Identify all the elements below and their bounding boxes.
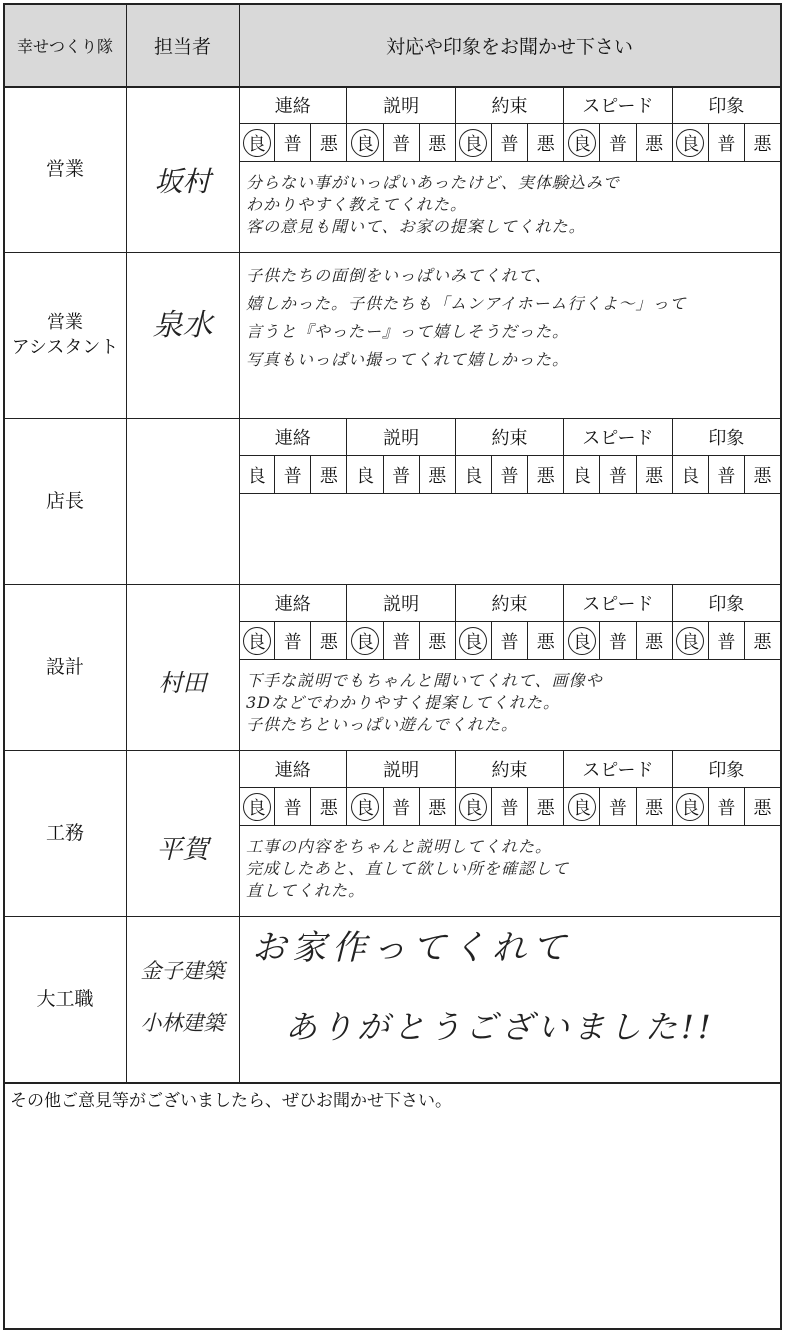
category-label: 連絡 xyxy=(239,750,347,787)
table-rule xyxy=(3,252,782,253)
rating-option-good[interactable]: 良 xyxy=(564,124,600,161)
rating-option-good[interactable]: 良 xyxy=(456,456,492,493)
comment-daiku-1: お家作ってくれて xyxy=(252,928,572,968)
rating-option-bad[interactable]: 悪 xyxy=(528,788,564,825)
category-label: 印象 xyxy=(708,95,745,117)
rating-option-average[interactable]: 普 xyxy=(709,622,745,659)
rating-option-average[interactable]: 普 xyxy=(492,456,528,493)
row-label-koumu: 工務 xyxy=(45,821,84,844)
table-rule xyxy=(126,3,127,1083)
rating-option-average[interactable]: 普 xyxy=(384,124,420,161)
rating-option-good[interactable]: 良 xyxy=(239,456,275,493)
table-rule xyxy=(780,3,782,1330)
rating-option-good[interactable]: 良 xyxy=(564,456,600,493)
footer-prompt: その他ご意見等がございましたら、ぜひお聞かせ下さい。 xyxy=(10,1091,452,1111)
rating-option-bad[interactable]: 悪 xyxy=(753,133,772,155)
rating-option-average[interactable]: 普 xyxy=(275,622,311,659)
comment-eigyo: 分らない事がいっぱいあったけど、実体験込みで わかりやすく教えてくれた。 客の意見も聞いて、お家の提案してくれた。 xyxy=(246,173,620,237)
staff-assistant: 泉水 xyxy=(152,308,213,343)
category-label: 約束 xyxy=(456,86,564,123)
rating-option-good[interactable]: 良 xyxy=(456,622,492,659)
rating-option-average[interactable]: 普 xyxy=(492,124,528,161)
category-label: 約束 xyxy=(456,750,564,787)
rating-option-good[interactable]: 良 xyxy=(239,788,275,825)
category-label: 連絡 xyxy=(239,584,347,621)
table-rule xyxy=(3,916,782,917)
rating-option-good[interactable]: 良 xyxy=(564,788,600,825)
rating-option-good[interactable]: 良 xyxy=(347,622,383,659)
rating-option-good[interactable]: 良 xyxy=(456,788,492,825)
rating-option-bad[interactable]: 悪 xyxy=(753,465,772,487)
rating-option-bad[interactable]: 悪 xyxy=(637,456,673,493)
rating-option-bad[interactable]: 悪 xyxy=(753,631,772,653)
rating-option-good[interactable]: 良 xyxy=(673,622,709,659)
category-label: 印象 xyxy=(708,427,745,449)
table-rule xyxy=(3,3,782,5)
rating-option-average[interactable]: 普 xyxy=(492,788,528,825)
rating-option-bad[interactable]: 悪 xyxy=(528,622,564,659)
category-label: 説明 xyxy=(347,584,455,621)
rating-option-good[interactable]: 良 xyxy=(564,622,600,659)
rating-option-average[interactable]: 普 xyxy=(600,788,636,825)
rating-option-average[interactable]: 普 xyxy=(384,622,420,659)
comment-sekkei: 下手な説明でもちゃんと聞いてくれて、画像や 3Dなどでわかりやすく提案してくれた。 子供たちといっぱい遊んでくれた。 xyxy=(246,671,603,735)
rating-option-bad[interactable]: 悪 xyxy=(311,456,347,493)
staff-eigyo: 坂村 xyxy=(154,165,211,198)
category-row-eigyo xyxy=(239,86,780,124)
table-rule xyxy=(3,418,782,419)
comment-daiku-2: ありがとうございました!! xyxy=(285,1008,715,1046)
category-label: 説明 xyxy=(347,418,455,455)
staff-daiku-2: 小林建築 xyxy=(140,1011,225,1035)
category-label: スピード xyxy=(564,584,672,621)
rating-option-average[interactable]: 普 xyxy=(600,622,636,659)
category-row-koumu xyxy=(239,750,780,788)
table-rule xyxy=(3,3,5,1330)
rating-option-bad[interactable]: 悪 xyxy=(637,788,673,825)
rating-row-tencho xyxy=(239,456,780,494)
rating-option-average[interactable]: 普 xyxy=(709,788,745,825)
rating-option-bad[interactable]: 悪 xyxy=(311,622,347,659)
table-rule xyxy=(239,3,240,1083)
rating-option-good[interactable]: 良 xyxy=(673,124,709,161)
category-label: 説明 xyxy=(347,86,455,123)
header-team: 幸せつくり隊 xyxy=(4,4,126,86)
footer-area[interactable] xyxy=(4,1082,780,1329)
category-label: 印象 xyxy=(708,593,745,615)
rating-option-good[interactable]: 良 xyxy=(239,124,275,161)
rating-option-good[interactable]: 良 xyxy=(456,124,492,161)
rating-option-good[interactable]: 良 xyxy=(673,456,709,493)
row-label-tencho: 店長 xyxy=(45,489,84,512)
rating-option-average[interactable]: 普 xyxy=(384,788,420,825)
rating-option-average[interactable]: 普 xyxy=(600,124,636,161)
rating-row-koumu xyxy=(239,788,780,826)
staff-koumu: 平賀 xyxy=(156,834,209,865)
header-request: 対応や印象をお聞かせ下さい xyxy=(239,4,780,86)
staff-tencho xyxy=(126,470,239,530)
staff-daiku-1: 金子建築 xyxy=(140,959,225,983)
table-rule xyxy=(3,1082,782,1084)
rating-option-average[interactable]: 普 xyxy=(709,456,745,493)
rating-option-good[interactable]: 良 xyxy=(347,456,383,493)
category-label: 連絡 xyxy=(239,418,347,455)
table-rule xyxy=(3,750,782,751)
rating-option-bad[interactable]: 悪 xyxy=(420,456,456,493)
comment-koumu: 工事の内容をちゃんと説明してくれた。 完成したあと、直して欲しい所を確認して 直してくれた。 xyxy=(246,837,570,901)
rating-option-bad[interactable]: 悪 xyxy=(528,124,564,161)
rating-option-good[interactable]: 良 xyxy=(347,124,383,161)
rating-option-good[interactable]: 良 xyxy=(673,788,709,825)
table-rule xyxy=(3,86,782,88)
rating-option-average[interactable]: 普 xyxy=(492,622,528,659)
rating-row-sekkei xyxy=(239,622,780,660)
category-label: 説明 xyxy=(347,750,455,787)
rating-option-bad[interactable]: 悪 xyxy=(311,788,347,825)
category-label: 約束 xyxy=(456,584,564,621)
table-rule xyxy=(3,584,782,585)
category-label: スピード xyxy=(564,418,672,455)
rating-option-bad[interactable]: 悪 xyxy=(753,797,772,819)
category-label: スピード xyxy=(564,750,672,787)
rating-option-bad[interactable]: 悪 xyxy=(420,124,456,161)
category-label: 約束 xyxy=(456,418,564,455)
category-label: 印象 xyxy=(708,759,745,781)
rating-option-bad[interactable]: 悪 xyxy=(637,124,673,161)
rating-row-eigyo xyxy=(239,124,780,162)
staff-sekkei: 村田 xyxy=(158,668,207,697)
category-label: スピード xyxy=(564,86,672,123)
category-label: 連絡 xyxy=(239,86,347,123)
row-label-eigyo: 営業 xyxy=(45,157,84,180)
rating-option-bad[interactable]: 悪 xyxy=(420,622,456,659)
rating-option-average[interactable]: 普 xyxy=(384,456,420,493)
rating-option-bad[interactable]: 悪 xyxy=(311,124,347,161)
rating-option-average[interactable]: 普 xyxy=(275,788,311,825)
category-row-sekkei xyxy=(239,584,780,622)
header-person: 担当者 xyxy=(126,4,239,86)
rating-option-bad[interactable]: 悪 xyxy=(420,788,456,825)
rating-option-bad[interactable]: 悪 xyxy=(637,622,673,659)
rating-option-good[interactable]: 良 xyxy=(239,622,275,659)
rating-option-bad[interactable]: 悪 xyxy=(528,456,564,493)
row-label-assistant: 営業 アシスタント xyxy=(11,311,119,358)
row-label-sekkei: 設計 xyxy=(45,655,84,678)
rating-option-average[interactable]: 普 xyxy=(600,456,636,493)
category-row-tencho xyxy=(239,418,780,456)
rating-option-average[interactable]: 普 xyxy=(275,124,311,161)
rating-option-average[interactable]: 普 xyxy=(709,124,745,161)
comment-assistant: 子供たちの面倒をいっぱいみてくれて、 嬉しかった。子供たちも「ムンアイホーム行くよ～」って 言うと『やったー』って嬉しそうだった。 写真もいっぱい撮ってくれて嬉しかった。 xyxy=(246,266,687,369)
rating-option-average[interactable]: 普 xyxy=(275,456,311,493)
table-rule xyxy=(3,1328,782,1330)
rating-option-good[interactable]: 良 xyxy=(347,788,383,825)
row-label-daiku: 大工職 xyxy=(36,987,94,1010)
